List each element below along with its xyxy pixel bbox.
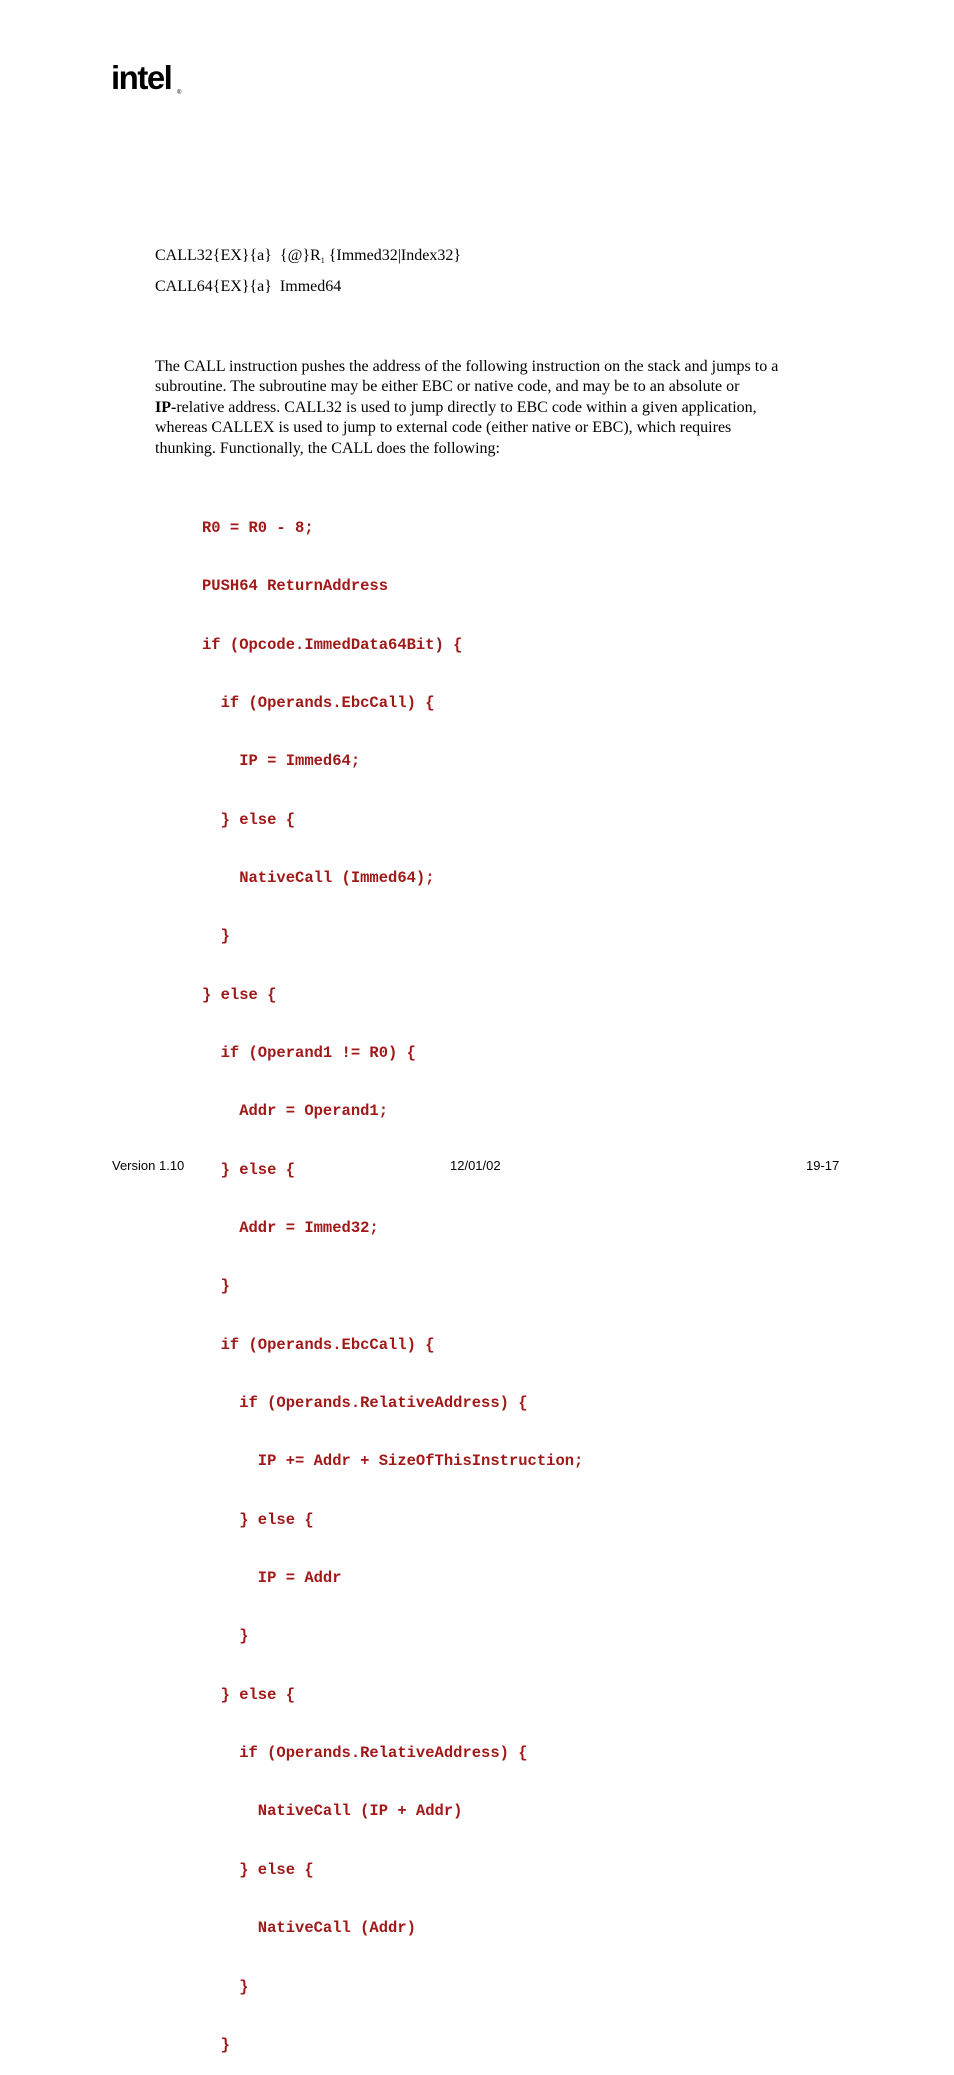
syntax-call32-suffix: {Immed32|Index32} — [324, 247, 461, 264]
code-line: } — [202, 2035, 230, 2054]
syntax-line-call32 — [155, 246, 461, 271]
code-line: } else { — [202, 1685, 296, 1704]
intel-logo — [110, 58, 190, 104]
code-line: if (Opcode.ImmedData64Bit) { — [202, 635, 463, 654]
intel-logo-text: intel — [111, 59, 172, 96]
code-line: Addr = Operand1; — [202, 1102, 389, 1121]
description-line — [155, 398, 845, 418]
pseudo-code-block — [202, 480, 583, 2075]
code-line: } else { — [202, 985, 277, 1004]
syntax-call32-prefix: CALL32{EX}{a} {@}R — [155, 247, 321, 264]
ip-bold-term: IP- — [155, 398, 177, 416]
code-line: Addr = Immed32; — [202, 1219, 379, 1238]
code-line: PUSH64 ReturnAddress — [202, 577, 389, 596]
code-line: if (Operands.EbcCall) { — [202, 1335, 435, 1354]
description-line: subroutine. The subroutine may be either EBC or native code, and may be to an absolute or — [155, 378, 740, 396]
code-line: IP = Immed64; — [202, 752, 361, 771]
description-line-rest: relative address. CALL32 is used to jump directly to EBC code within a given application, — [176, 398, 757, 416]
description-line: The CALL instruction pushes the address of the following instruction on the stack and jumps to a — [155, 358, 779, 375]
code-line: } — [202, 927, 230, 946]
code-line: IP += Addr + SizeOfThisInstruction; — [202, 1452, 584, 1471]
code-line: if (Operands.RelativeAddress) { — [202, 1394, 528, 1413]
code-line: if (Operands.RelativeAddress) { — [202, 1744, 528, 1763]
code-line: } else { — [202, 1160, 296, 1179]
code-line: IP = Addr — [202, 1569, 342, 1588]
code-line: NativeCall (Addr) — [202, 1919, 416, 1938]
syntax-line-call64: CALL64{EX}{a} Immed64 — [155, 278, 342, 295]
code-line: } else { — [202, 1510, 314, 1529]
code-line: } — [202, 1277, 230, 1296]
code-line: NativeCall (IP + Addr) — [202, 1802, 463, 1821]
code-line: } else { — [202, 1860, 314, 1879]
syntax-register-subscript: 1 — [320, 256, 325, 265]
code-line: } else { — [202, 810, 296, 829]
registered-mark: ® — [177, 90, 182, 96]
code-line: } — [202, 1627, 249, 1646]
footer-date: 12/01/02 — [450, 1158, 501, 1173]
footer-page-number: 19-17 — [806, 1158, 840, 1173]
code-line: NativeCall (Immed64); — [202, 868, 435, 887]
footer-version: Version 1.10 — [112, 1158, 185, 1173]
description-line: thunking. Functionally, the CALL does the following: — [155, 439, 500, 457]
description-line: whereas CALLEX is used to jump to external code (either native or EBC), which requires — [155, 419, 732, 437]
code-line: R0 = R0 - 8; — [202, 518, 314, 537]
description-paragraph — [155, 357, 845, 459]
code-line: } — [202, 1977, 249, 1996]
code-line: if (Operand1 != R0) { — [202, 1044, 416, 1062]
code-line: if (Operands.EbcCall) { — [202, 693, 435, 712]
